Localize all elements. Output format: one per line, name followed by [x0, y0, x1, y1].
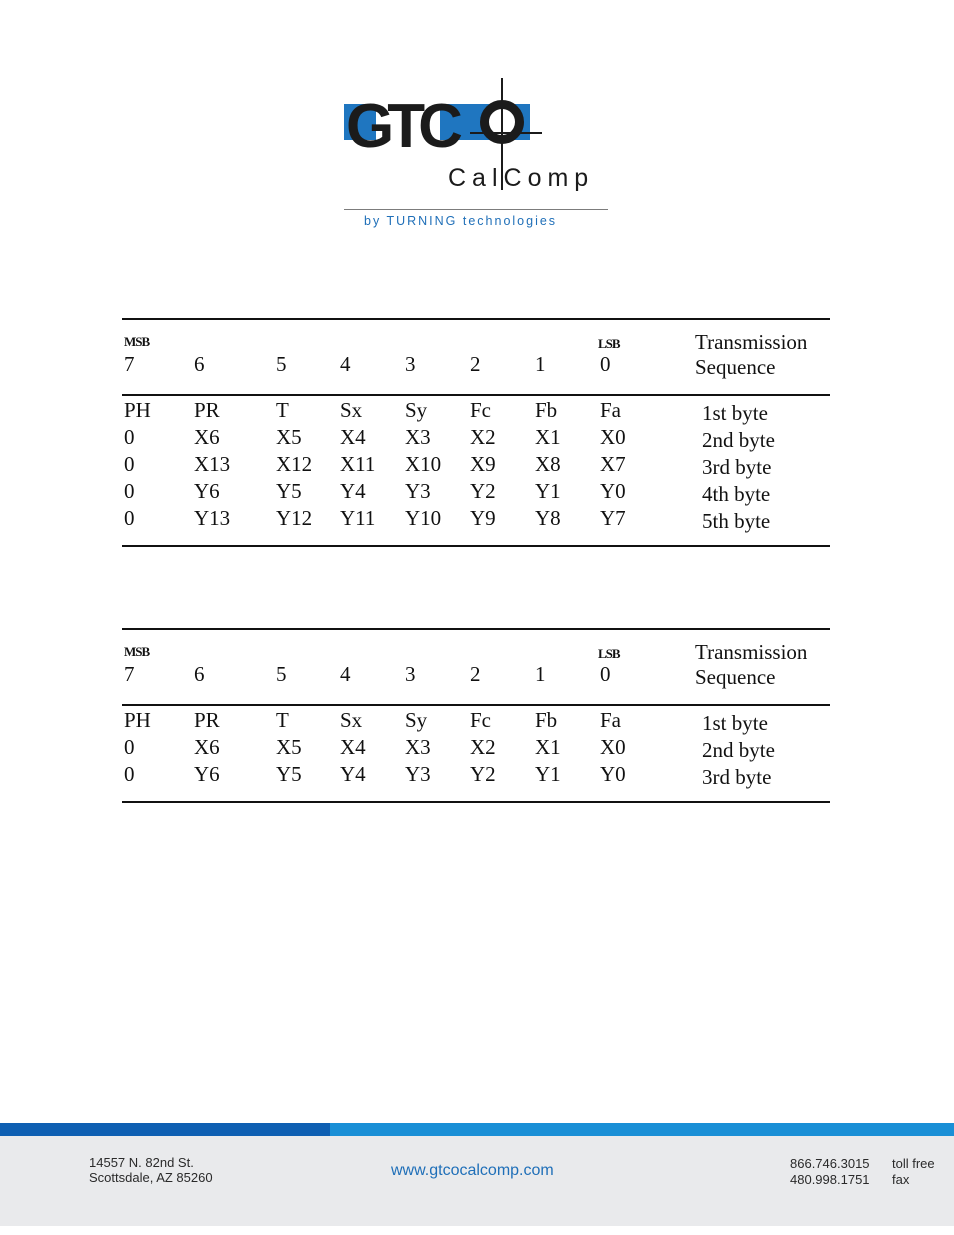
footer-fax: 480.998.1751 [790, 1172, 870, 1187]
table-cell: T [276, 398, 289, 422]
table-cell: Y10 [405, 506, 442, 530]
table-cell: PH [124, 708, 151, 732]
table-cell: T [276, 708, 289, 732]
bit-header-3: 3 [405, 352, 416, 376]
table-cell: Sx [340, 708, 363, 732]
table-cell: X9 [470, 452, 496, 476]
table-cell: 0 [124, 479, 135, 503]
table-cell: Y4 [340, 762, 366, 786]
bit-header-1: 1 [535, 662, 546, 686]
table-cell: Y4 [340, 479, 366, 503]
footer-website-link[interactable]: www.gtcocalcomp.com [391, 1162, 554, 1179]
table-cell: Y2 [470, 762, 496, 786]
table-cell: Fa [600, 398, 621, 422]
table-cell: X4 [340, 735, 366, 759]
table-cell: Y13 [194, 506, 231, 530]
table-cell: X13 [194, 452, 231, 476]
table-cell: Sy [405, 398, 428, 422]
table-cell: X2 [470, 735, 496, 759]
table-cell: Y5 [276, 479, 302, 503]
bit-format-table-5-byte [122, 318, 830, 554]
sequence-header: Sequence [695, 355, 776, 379]
table-cell: X1 [535, 425, 561, 449]
msb-label: MSB [124, 644, 150, 659]
transmission-header: Transmission [695, 330, 808, 354]
bit-header-2: 2 [470, 352, 481, 376]
company-logo [344, 78, 610, 238]
byte-sequence-label: 3rd byte [702, 455, 772, 479]
msb-label: MSB [124, 334, 150, 349]
table-cell: X0 [600, 735, 626, 759]
table-cell: X4 [340, 425, 366, 449]
logo-divider [344, 209, 608, 210]
byte-sequence-label: 1st byte [702, 711, 768, 735]
bit-header-4: 4 [340, 662, 351, 686]
table-cell: 0 [124, 762, 135, 786]
table-cell: X5 [276, 425, 302, 449]
footer-accent-bar-dark [0, 1123, 330, 1136]
bit-header-5: 5 [276, 352, 287, 376]
bit-header-0: 0 [600, 662, 611, 686]
table-cell: X6 [194, 735, 220, 759]
footer-phone: 866.746.3015 [790, 1156, 870, 1171]
footer-address-line1: 14557 N. 82nd St. [89, 1155, 194, 1170]
table-cell: X7 [600, 452, 626, 476]
bit-header-2: 2 [470, 662, 481, 686]
sequence-header: Sequence [695, 665, 776, 689]
table-cell: Y3 [405, 479, 431, 503]
table-top-rule [122, 628, 830, 630]
logo-letters: GTC [346, 92, 456, 161]
byte-sequence-label: 2nd byte [702, 738, 775, 762]
bit-header-0: 0 [600, 352, 611, 376]
table-cell: Fb [535, 398, 558, 422]
table-cell: X1 [535, 735, 561, 759]
bit-header-3: 3 [405, 662, 416, 686]
table-cell: Y9 [470, 506, 496, 530]
table-cell: X11 [340, 452, 376, 476]
byte-sequence-label: 4th byte [702, 482, 771, 506]
table-header-rule [122, 704, 830, 706]
table-bottom-rule [122, 801, 830, 803]
bit-header-5: 5 [276, 662, 287, 686]
table-cell: Y12 [276, 506, 313, 530]
table-cell: Y1 [535, 479, 561, 503]
table-cell: Y8 [535, 506, 561, 530]
table-cell: Y11 [340, 506, 376, 530]
table-cell: Y7 [600, 506, 626, 530]
logo-wordmark: CalComp [448, 164, 595, 192]
table-cell: X12 [276, 452, 313, 476]
table-cell: X5 [276, 735, 302, 759]
table-cell: Y1 [535, 762, 561, 786]
table-cell: PR [194, 708, 220, 732]
table-cell: Y3 [405, 762, 431, 786]
byte-sequence-label: 3rd byte [702, 765, 772, 789]
byte-sequence-label: 2nd byte [702, 428, 775, 452]
bit-format-table-3-byte [122, 628, 830, 804]
table-cell: X2 [470, 425, 496, 449]
table-cell: X3 [405, 425, 431, 449]
table-cell: Fb [535, 708, 558, 732]
byte-sequence-label: 1st byte [702, 401, 768, 425]
footer-fax-label: fax [892, 1172, 910, 1187]
logo-crosshair-horizontal [470, 132, 542, 134]
bit-header-7: 7 [124, 662, 135, 686]
table-cell: Y0 [600, 762, 626, 786]
table-cell: X10 [405, 452, 442, 476]
bit-header-7: 7 [124, 352, 135, 376]
table-cell: Y2 [470, 479, 496, 503]
byte-sequence-label: 5th byte [702, 509, 771, 533]
bit-header-1: 1 [535, 352, 546, 376]
table-cell: X8 [535, 452, 561, 476]
table-cell: 0 [124, 452, 135, 476]
bit-header-6: 6 [194, 662, 205, 686]
table-cell: X3 [405, 735, 431, 759]
table-cell: Sx [340, 398, 363, 422]
table-cell: PR [194, 398, 220, 422]
footer-phone-label: toll free [892, 1156, 935, 1171]
bit-header-6: 6 [194, 352, 205, 376]
table-cell: Y6 [194, 479, 220, 503]
table-cell: Fc [470, 398, 491, 422]
table-cell: 0 [124, 506, 135, 530]
table-cell: PH [124, 398, 151, 422]
table-cell: X6 [194, 425, 220, 449]
table-cell: X0 [600, 425, 626, 449]
table-cell: Y0 [600, 479, 626, 503]
logo-tagline: by TURNING technologies [364, 214, 558, 228]
table-cell: 0 [124, 735, 135, 759]
table-cell: Sy [405, 708, 428, 732]
table-top-rule [122, 318, 830, 320]
table-cell: Fc [470, 708, 491, 732]
table-cell: 0 [124, 425, 135, 449]
table-cell: Y6 [194, 762, 220, 786]
table-cell: Y5 [276, 762, 302, 786]
footer-address-line2: Scottsdale, AZ 85260 [89, 1170, 213, 1185]
transmission-header: Transmission [695, 640, 808, 664]
table-header-rule [122, 394, 830, 396]
table-cell: Fa [600, 708, 621, 732]
table-bottom-rule [122, 545, 830, 547]
bit-header-4: 4 [340, 352, 351, 376]
lsb-label: LSB [598, 336, 620, 351]
lsb-label: LSB [598, 646, 620, 661]
